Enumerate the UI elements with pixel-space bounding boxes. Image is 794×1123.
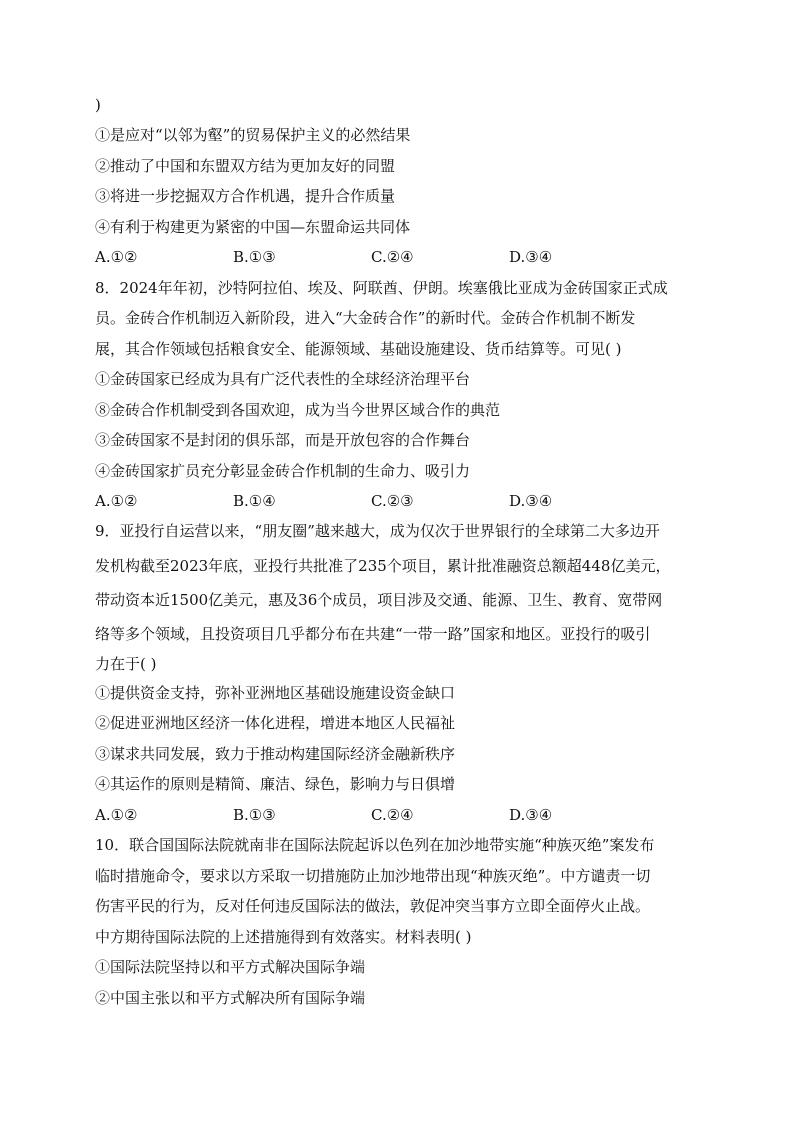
q9-item-1: ①提供资金支持，弥补亚洲地区基础设施建设资金缺口 (95, 684, 456, 702)
q9-stem-line-1: 9．亚投行自运营以来，“朋友圈”越来越大，成为仅次于世界银行的全球第二大多边开 (95, 522, 660, 540)
q9-option-d: D.③④ (509, 806, 553, 824)
q8-option-d: D.③④ (509, 492, 553, 510)
q10-item-2: ②中国主张以和平方式解决所有国际争端 (95, 989, 366, 1007)
q7-options (95, 247, 705, 267)
q9-item-4: ④其运作的原则是精简、廉洁、绿色，影响力与日俱增 (95, 775, 456, 793)
q10-stem-line-3: 伤害平民的行为，反对任何违反国际法的做法，敦促冲突当事方立即全面停火止战。 (95, 897, 651, 915)
q9-stem-line-3: 带动资本近1500亿美元，惠及36个成员，项目涉及交通、能源、卫生、教育、宽带网 (95, 591, 663, 609)
q8-item-4: ④金砖国家扩员充分彰显金砖合作机制的生命力、吸引力 (95, 462, 471, 480)
q7-item-3: ③将进一步挖掘双方合作机遇，提升合作质量 (95, 187, 396, 205)
q7-option-d: D.③④ (509, 248, 553, 266)
q9-options (95, 805, 705, 825)
q9-option-a: A.①② (95, 806, 138, 824)
q8-item-3: ③金砖国家不是封闭的俱乐部，而是开放包容的合作舞台 (95, 431, 471, 449)
q9-option-c: C.②④ (371, 806, 414, 824)
q8-item-2: ⑧金砖合作机制受到各国欢迎，成为当今世界区域合作的典范 (95, 401, 501, 419)
q9-stem-line-2: 发机构截至2023年底，亚投行共批准了235个项目，累计批准融资总额超448亿美元， (95, 557, 671, 575)
q10-stem-line-2: 临时措施命令，要求以方采取一切措施防止加沙地带出现“种族灭绝”。中方谴责一切 (95, 867, 651, 885)
q7-item-2: ②推动了中国和东盟双方结为更加友好的同盟 (95, 157, 396, 175)
q9-option-b: B.①③ (233, 806, 276, 824)
q10-stem-line-1: 10．联合国国际法院就南非在国际法院起诉以色列在加沙地带实施“种族灭绝”案发布 (95, 836, 655, 854)
q7-item-4: ④有利于构建更为紧密的中国—东盟命运共同体 (95, 218, 411, 236)
q7-option-c: C.②④ (371, 248, 414, 266)
q9-item-2: ②促进亚洲地区经济一体化进程，增进本地区人民福祉 (95, 714, 456, 732)
q10-stem-line-4: 中方期待国际法院的上述措施得到有效落实。材料表明( ) (95, 928, 472, 946)
q8-option-a: A.①② (95, 492, 138, 510)
q9-item-3: ③谋求共同发展，致力于推动构建国际经济金融新秩序 (95, 745, 456, 763)
q8-stem-line-3: 展，其合作领域包括粮食安全、能源领域、基础设施建设、货币结算等。可见( ) (95, 340, 622, 358)
q8-item-1: ①金砖国家已经成为具有广泛代表性的全球经济治理平台 (95, 370, 471, 388)
q8-option-c: C.②③ (371, 492, 414, 510)
q7-item-1: ①是应对“以邻为壑”的贸易保护主义的必然结果 (95, 126, 411, 144)
q7-option-a: A.①② (95, 248, 138, 266)
q8-stem-line-1: 8．2024年年初，沙特阿拉伯、埃及、阿联酋、伊朗。埃塞俄比亚成为金砖国家正式成 (95, 279, 668, 297)
q7-option-b: B.①③ (233, 248, 276, 266)
q8-option-b: B.①④ (233, 492, 276, 510)
q10-item-1: ①国际法院坚持以和平方式解决国际争端 (95, 958, 366, 976)
q8-options (95, 491, 705, 511)
q7-paren-close: ) (95, 96, 101, 114)
q8-stem-line-2: 员。金砖合作机制迈入新阶段，进入“大金砖合作”的新时代。金砖合作机制不断发 (95, 309, 636, 327)
q9-stem-line-4: 络等多个领域，且投资项目几乎都分布在共建“一带一路”国家和地区。亚投行的吸引 (95, 625, 651, 643)
q9-stem-line-5: 力在于( ) (95, 655, 157, 673)
